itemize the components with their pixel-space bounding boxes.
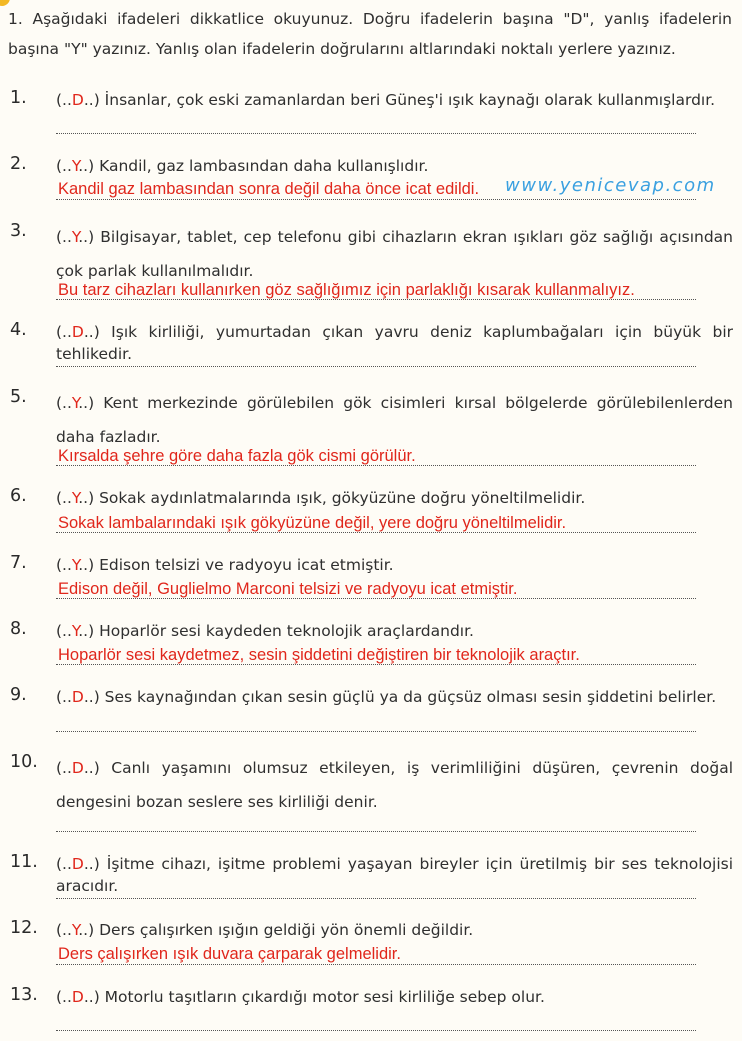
question-number: 9.	[10, 685, 27, 705]
question-statement: (..Y..) Sokak aydınlatmalarında ışık, gökyüzüne doğru yöneltilmelidir.	[56, 489, 586, 507]
answer-mark[interactable]: D	[71, 91, 84, 109]
question-statement: (..D..) Ses kaynağından çıkan sesin güçlü ya da güçsüz olması sesin şiddetini belirler.	[56, 688, 717, 706]
statement-text: İşitme cihazı, işitme problemi yaşayan bireyler için üretilmiş bir ses teknolojisi aracıdır.	[56, 855, 734, 895]
question-statement: (..D..) Motorlu taşıtların çıkardığı motor sesi kirliliğe sebep olur.	[56, 988, 545, 1006]
correction-text: Hoparlör sesi kaydetmez, sesin şiddetini değiştiren bir teknolojik araçtır.	[58, 646, 580, 664]
question-statement: (..Y..) Hoparlör sesi kaydeden teknolojik araçlardandır.	[56, 622, 474, 640]
answer-dotted-line[interactable]	[56, 964, 696, 965]
answer-mark[interactable]: Y	[71, 228, 79, 246]
question-statement: (..Y..) Edison telsizi ve radyoyu icat etmiştir.	[56, 556, 394, 574]
correction-text: Sokak lambalarındaki ışık gökyüzüne değil, yere doğru yöneltilmelidir.	[58, 514, 567, 532]
answer-dotted-line[interactable]	[56, 465, 696, 466]
question-number: 4.	[10, 320, 27, 340]
question-number: 10.	[10, 752, 38, 772]
answer-dotted-line[interactable]	[56, 1030, 696, 1031]
answer-dotted-line[interactable]	[56, 199, 696, 200]
answer-dotted-line[interactable]	[56, 831, 696, 832]
statement-text: Işık kirliliği, yumurtadan çıkan yavru deniz kaplumbağaları için büyük bir tehlikedir.	[56, 323, 733, 363]
question-number: 5.	[10, 387, 27, 407]
statement-text: Canlı yaşamını olumsuz etkileyen, iş verimliliğini düşüren, çevrenin doğal dengesini bozan seslere ses kirliliği denir.	[56, 759, 733, 811]
answer-dotted-line[interactable]	[56, 664, 696, 665]
question-statement: (..Y..) Kandil, gaz lambasından daha kullanışlıdır.	[56, 157, 429, 175]
answer-mark[interactable]: Y	[71, 622, 79, 640]
question-number: 1.	[10, 88, 27, 108]
statement-text: Ders çalışırken ışığın geldiği yön önemli değildir.	[99, 921, 474, 939]
answer-mark[interactable]: Y	[71, 394, 79, 412]
statement-text: Ses kaynağından çıkan sesin güçlü ya da güçsüz olması sesin şiddetini belirler.	[104, 688, 717, 706]
answer-mark[interactable]: Y	[71, 489, 79, 507]
question-number: 2.	[10, 154, 27, 174]
statement-text: Kent merkezinde görülebilen gök cisimleri kırsal bölgelerde görülebilenlerden daha fazladır.	[56, 394, 734, 446]
statement-text: Bilgisayar, tablet, cep telefonu gibi cihazların ekran ışıkları göz sağlığı açısından çok parlak kullanılmalıdır.	[56, 228, 734, 280]
answer-mark[interactable]: D	[71, 855, 84, 873]
answer-dotted-line[interactable]	[56, 299, 696, 300]
question-statement: (..D..) Işık kirliliği, yumurtadan çıkan yavru deniz kaplumbağaları için büyük bir tehlikedir.	[56, 323, 733, 363]
answer-dotted-line[interactable]	[56, 731, 696, 732]
answer-dotted-line[interactable]	[56, 898, 696, 899]
statement-text: İnsanlar, çok eski zamanlardan beri Güneş'i ışık kaynağı olarak kullanmışlardır.	[104, 91, 716, 109]
question-statement: (..D..) İşitme cihazı, işitme problemi yaşayan bireyler için üretilmiş bir ses teknolojisi aracıdır.	[56, 855, 734, 895]
statement-text: Kandil, gaz lambasından daha kullanışlıdır.	[99, 157, 429, 175]
watermark: www.yenicevap.com	[505, 175, 716, 196]
question-statement: (..Y..) Ders çalışırken ışığın geldiği yön önemli değildir.	[56, 921, 474, 939]
statement-text: Hoparlör sesi kaydeden teknolojik araçlardandır.	[99, 622, 474, 640]
instructions: 1. Aşağıdaki ifadeleri dikkatlice okuyunuz. Doğru ifadelerin başına "D", yanlış ifadelerin başına "Y" yazınız. Yanlış olan ifadelerin doğrularını altlarındaki noktalı yerlere yazınız.	[8, 10, 732, 58]
question-statement: (..Y..) Bilgisayar, tablet, cep telefonu gibi cihazların ekran ışıkları göz sağlığı açısından çok parlak kullanılmalıdır.	[56, 228, 734, 280]
answer-mark[interactable]: Y	[71, 921, 79, 939]
answer-dotted-line[interactable]	[56, 532, 696, 533]
answer-dotted-line[interactable]	[56, 598, 696, 599]
question-number: 3.	[10, 221, 27, 241]
answer-mark[interactable]: D	[71, 688, 84, 706]
correction-text: Bu tarz cihazları kullanırken göz sağlığımız için parlaklığı kısarak kullanmalıyız.	[58, 281, 635, 299]
question-number: 13.	[10, 985, 38, 1005]
question-number: 12.	[10, 918, 38, 938]
answer-mark[interactable]: D	[71, 759, 84, 777]
question-number: 11.	[10, 852, 38, 872]
correction-text: Kırsalda şehre göre daha fazla gök cismi görülür.	[58, 447, 416, 465]
answer-dotted-line[interactable]	[56, 133, 696, 134]
question-number: 8.	[10, 619, 27, 639]
statement-text: Sokak aydınlatmalarında ışık, gökyüzüne doğru yöneltilmelidir.	[99, 489, 586, 507]
answer-mark[interactable]: D	[71, 988, 84, 1006]
answer-mark[interactable]: Y	[71, 556, 79, 574]
correction-text: Kandil gaz lambasından sonra değil daha önce icat edildi.	[58, 180, 480, 198]
question-number: 6.	[10, 486, 27, 506]
correction-text: Edison değil, Guglielmo Marconi telsizi ve radyoyu icat etmiştir.	[58, 580, 518, 598]
statement-text: Edison telsizi ve radyoyu icat etmiştir.	[99, 556, 394, 574]
answer-mark[interactable]: D	[71, 323, 84, 341]
statement-text: Motorlu taşıtların çıkardığı motor sesi kirliliğe sebep olur.	[104, 988, 545, 1006]
question-statement: (..D..) Canlı yaşamını olumsuz etkileyen, iş verimliliğini düşüren, çevrenin doğal dengesini bozan seslere ses kirliliği denir.	[56, 759, 733, 811]
question-statement: (..Y..) Kent merkezinde görülebilen gök cisimleri kırsal bölgelerde görülebilenlerden daha fazladır.	[56, 394, 734, 446]
answer-dotted-line[interactable]	[56, 366, 696, 367]
question-statement: (..D..) İnsanlar, çok eski zamanlardan beri Güneş'i ışık kaynağı olarak kullanmışlardır.	[56, 91, 716, 109]
answer-mark[interactable]: Y	[71, 157, 79, 175]
correction-text: Ders çalışırken ışık duvara çarparak gelmelidir.	[58, 945, 401, 963]
question-number: 7.	[10, 553, 27, 573]
